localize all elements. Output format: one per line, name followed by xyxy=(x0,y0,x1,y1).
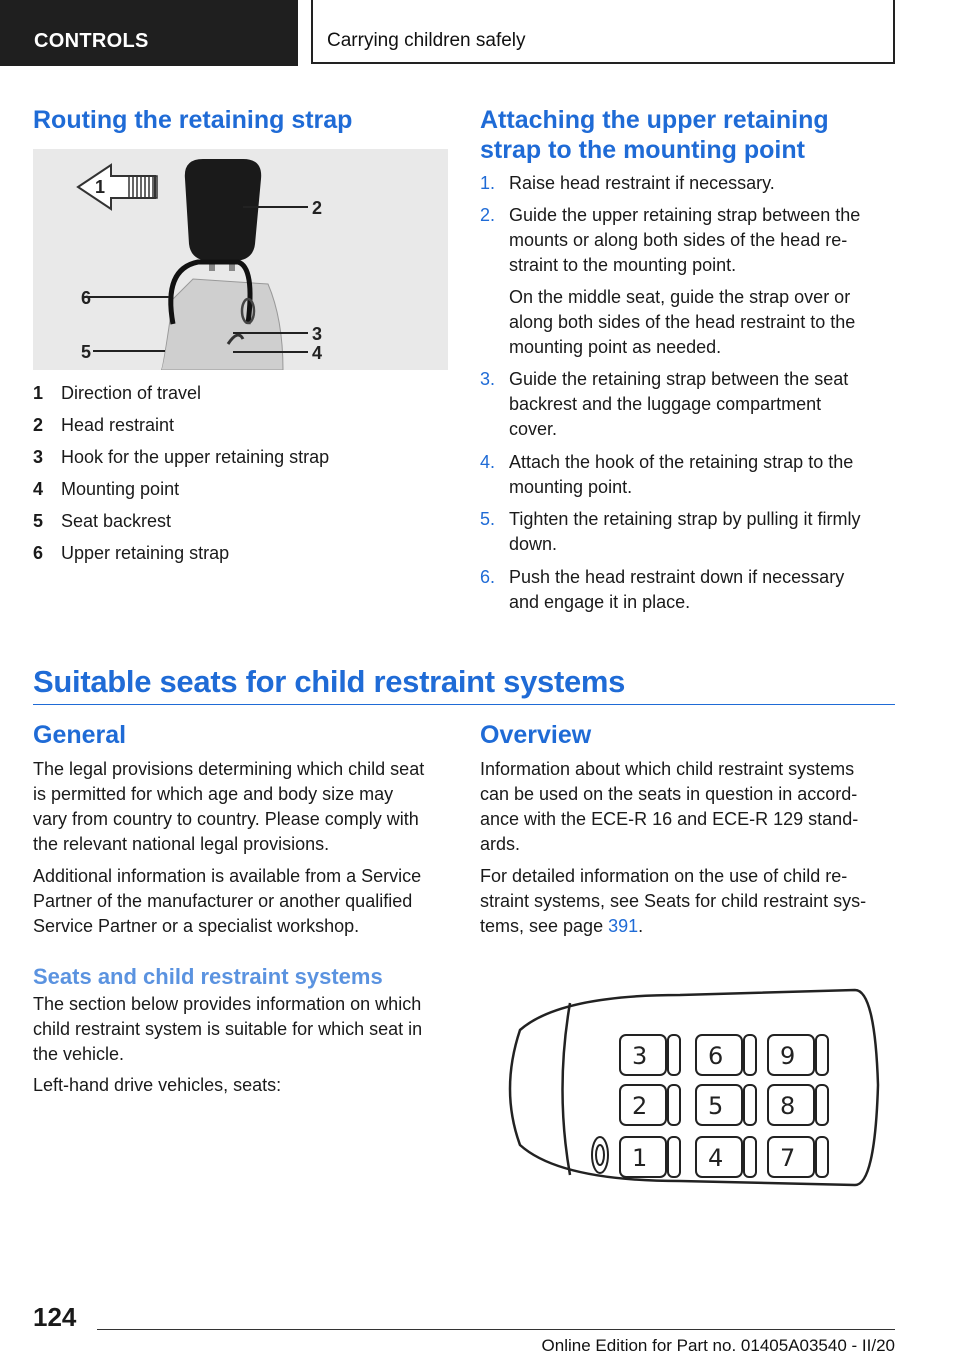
routing-title: Routing the retaining strap xyxy=(33,106,353,134)
seat-5: 5 xyxy=(708,1092,724,1120)
seat-8: 8 xyxy=(780,1092,796,1120)
edition-text: Online Edition for Part no. 01405A03540 - II/20 xyxy=(541,1336,895,1355)
step-item: 3. Guide the retaining strap between the seat backrest and the luggage compartment cover. xyxy=(480,369,849,439)
seat-2: 2 xyxy=(632,1092,648,1120)
overview-title: Overview xyxy=(480,721,592,749)
headrest-strap-figure xyxy=(33,149,448,370)
legend-item: 5 Seat backrest xyxy=(33,511,172,531)
footer-rule xyxy=(97,1329,895,1330)
step-item: 2. Guide the upper retaining strap between the mounts or along both sides of the head re‐ straint to the mounting point. xyxy=(480,205,861,275)
topic-tab xyxy=(311,0,895,64)
topic-label: Carrying children safely xyxy=(327,30,526,51)
seat-1: 1 xyxy=(632,1144,648,1172)
overview-paragraph-2: For detailed information on the use of child re‐ straint systems, see Seats for child restraint sys‐ tems, see page 391. xyxy=(480,866,867,936)
left-hand-drive-label: Left-hand drive vehicles, seats: xyxy=(33,1075,282,1095)
page-number: 124 xyxy=(33,1302,77,1332)
seats-subtitle: Seats and child restraint systems xyxy=(33,964,383,989)
main-section-title: Suitable seats for child restraint systems xyxy=(33,664,626,699)
general-paragraph-2: Additional information is available from a Service Partner of the manufacturer or another qualified Service Partner or a specialist workshop. xyxy=(33,866,422,936)
overview-paragraph-1: Information about which child restraint systems can be used on the seats in question in accord‐ ance with the ECE-R 16 and ECE-R 129 stand‐ ards. xyxy=(480,759,859,854)
step-item: 5. Tighten the retaining strap by pulling it firmly down. xyxy=(480,509,861,554)
step-item: 1. Raise head restraint if necessary. xyxy=(480,173,775,193)
head-restraint-shape xyxy=(185,159,261,261)
step-item: 6. Push the head restraint down if necessary and engage it in place. xyxy=(480,567,845,612)
legend-item: 2 Head restraint xyxy=(33,415,175,435)
attaching-title: Attaching the upper retaining strap to the mounting point xyxy=(480,106,829,164)
page-391-link[interactable]: 391 xyxy=(608,916,639,936)
seat-7: 7 xyxy=(780,1144,796,1172)
callout-4: 4 xyxy=(312,343,323,363)
seat-9: 9 xyxy=(780,1042,796,1070)
general-title: General xyxy=(33,721,127,749)
seat-3: 3 xyxy=(632,1042,648,1070)
seat-6: 6 xyxy=(708,1042,724,1070)
seat-layout-diagram xyxy=(500,985,880,1195)
section-label: CONTROLS xyxy=(34,30,149,52)
legend-item: 6 Upper retaining strap xyxy=(33,543,230,563)
callout-3: 3 xyxy=(312,324,323,344)
section-rule xyxy=(33,704,895,705)
callout-5: 5 xyxy=(81,342,92,362)
general-paragraph-1: The legal provisions determining which child seat is permitted for which age and body size may vary from country to country. Please comply with the relevant national legal provisions. xyxy=(33,759,425,854)
seat-4: 4 xyxy=(708,1144,724,1172)
callout-2: 2 xyxy=(312,198,323,218)
callout-6: 6 xyxy=(81,288,92,308)
step-item: 4. Attach the hook of the retaining strap to the mounting point. xyxy=(480,452,854,497)
legend-item: 1 Direction of travel xyxy=(33,383,202,403)
step-note: On the middle seat, guide the strap over or along both sides of the head restraint to the mounting point as needed. xyxy=(509,287,856,357)
seats-paragraph: The section below provides information on which child restraint system is suitable for which seat in the vehicle. xyxy=(33,994,423,1064)
callout-1: 1 xyxy=(95,177,106,197)
section-tab xyxy=(0,0,298,66)
legend-item: 4 Mounting point xyxy=(33,479,180,499)
legend-item: 3 Hook for the upper retaining strap xyxy=(33,447,330,467)
